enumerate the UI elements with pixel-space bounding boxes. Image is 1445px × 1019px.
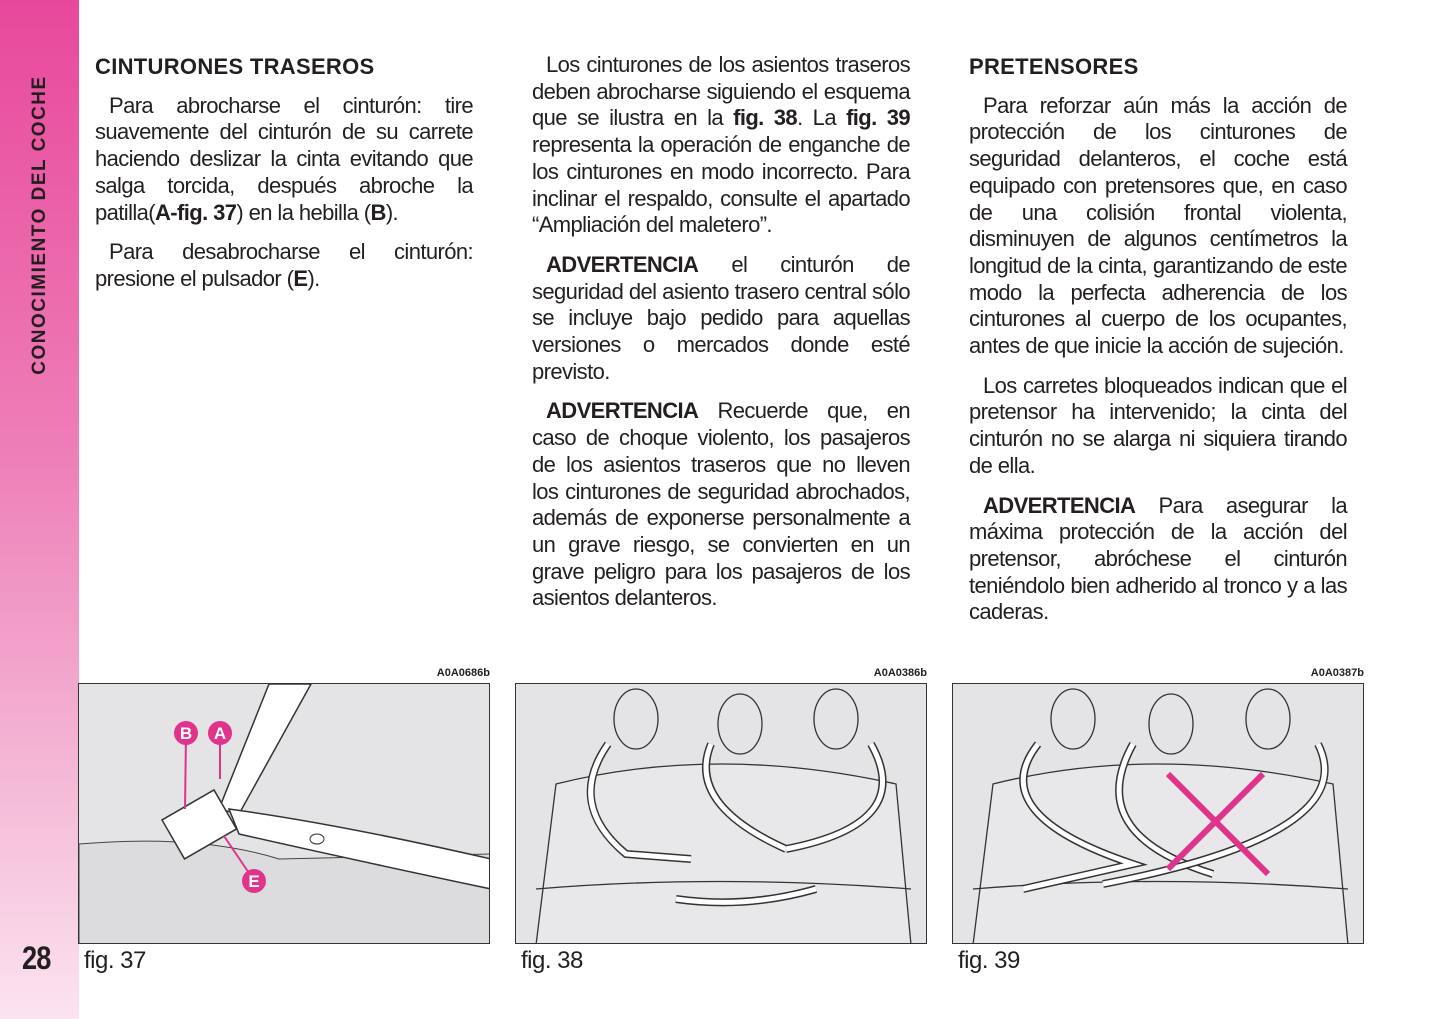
figure-caption: fig. 39 bbox=[958, 947, 1020, 974]
paragraph: Los cinturones de los asientos traseros deben abrocharse siguiendo el esquema que se ilustra en la fig. 38. La fig. 39 representa la operación de enganche de los cinturones en modo incorrecto. Para inclinar el respaldo, consulte el apartado “Ampliación del maletero”. bbox=[532, 52, 911, 238]
paragraph: Los carretes bloqueados indican que el pretensor ha intervenido; la cinta del cinturón no se alarga ni siquiera tirando de ella. bbox=[969, 372, 1347, 478]
section-sidebar bbox=[0, 0, 79, 1019]
svg-text:E: E bbox=[248, 872, 260, 891]
page-number: 28 bbox=[22, 940, 51, 976]
paragraph: Para reforzar aún más la acción de protección de los cinturones de seguridad delanteros, el coche está equipado con pretensores que, en caso de una colisión frontal violenta, disminuyen de algunos centímetros la longitud de la cinta, garantizando de este modo la perfecta adherencia de los cinturones al cuerpo de los ocupantes, antes de que inicie la acción de sujeción. bbox=[969, 92, 1347, 359]
callout-b bbox=[174, 721, 198, 809]
figure-39-incorrect-belts bbox=[952, 683, 1364, 944]
figure-caption: fig. 38 bbox=[521, 947, 583, 974]
column-pretensioners bbox=[969, 52, 1347, 639]
warning: ADVERTENCIA Recuerde que, en caso de choque violento, los pasajeros de los asientos traseros que no lleven los cinturones de seguridad abrochados, además de exponerse personalmente a un grave riesgo, se convierten en un grave peligro para los pasajeros de los asientos delanteros. bbox=[532, 398, 910, 611]
figure-code: A0A0386b bbox=[873, 667, 927, 679]
svg-text:B: B bbox=[179, 724, 193, 743]
figure-38-correct-belts bbox=[515, 683, 927, 944]
heading-pretensioners: PRETENSORES bbox=[969, 54, 1139, 79]
heading-rear-belts: CINTURONES TRASEROS bbox=[95, 54, 375, 79]
paragraph: Para desabrocharse el cinturón: presione el pulsador (E). bbox=[95, 239, 473, 291]
svg-text:A: A bbox=[213, 724, 227, 743]
figure-code: A0A0387b bbox=[1310, 667, 1364, 679]
column-rear-belts bbox=[95, 52, 473, 306]
column-rear-belts-cont bbox=[532, 52, 910, 625]
warning: ADVERTENCIA el cinturón de seguridad del asiento trasero central sólo se incluye bajo pedido para aquellas versiones o mercados donde esté previsto. bbox=[532, 251, 910, 384]
callout-a bbox=[208, 721, 232, 779]
paragraph: Para abrocharse el cinturón: tire suavemente del cinturón de su carrete haciendo deslizar la cinta evitando que salga torcida, después abroche la patilla(A-fig. 37) en la hebilla (B). bbox=[95, 92, 473, 225]
figure-caption: fig. 37 bbox=[84, 947, 146, 974]
figure-37-buckle bbox=[78, 683, 490, 944]
warning: ADVERTENCIA Para asegurar la máxima protección de la acción del pretensor, abróchese el cinturón teniéndolo bien adherido al tronco y a las caderas. bbox=[969, 492, 1347, 625]
figure-code: A0A0686b bbox=[436, 667, 490, 679]
section-title: CONOCIMIENTO DEL COCHE bbox=[29, 75, 50, 375]
